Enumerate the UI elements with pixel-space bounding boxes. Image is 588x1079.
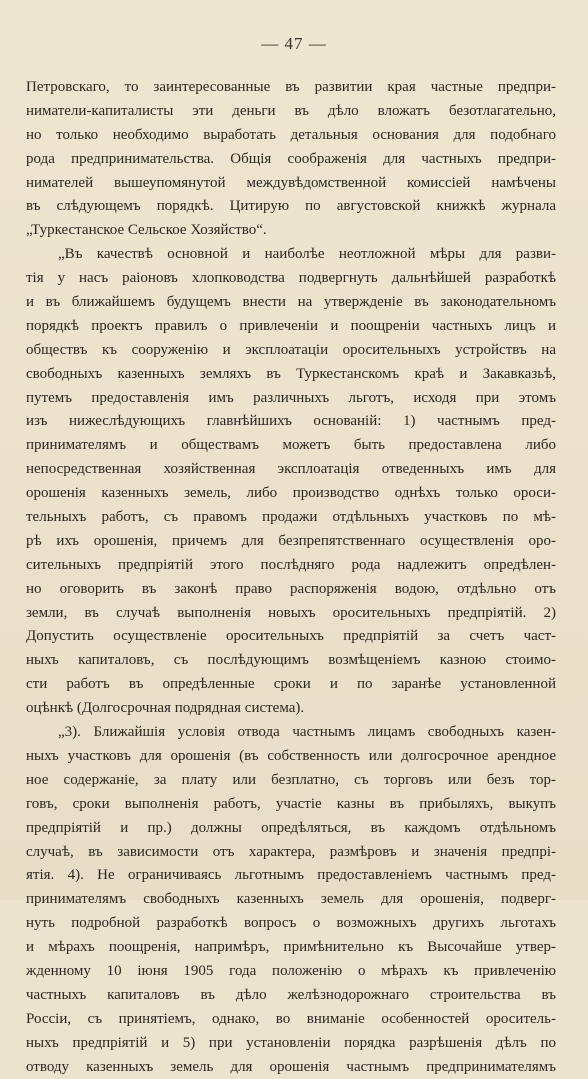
text-line: принимателямъ свободныхъ казенныхъ земель для орошенія, подверг- [26,891,556,908]
text-line: сительныхъ предпріятій этого послѣдняго рода надлежитъ опредѣлен- [26,556,556,573]
text-line: ныхъ участковъ для орошенія (въ собственность или долгосрочное арендное [26,747,556,764]
text-line: предпріятій и пр.) должны опредѣляться, въ каждомъ отдѣльномъ [26,819,556,836]
text-line: но только необходимо выработать детальныя основания для подобнаго [26,126,556,143]
text-line: и мѣрахъ поощренія, напримѣръ, примѣнительно къ Высочайше утвер- [26,939,556,956]
text-line: тельныхъ работъ, съ правомъ продажи отдѣльныхъ участковъ по мѣ- [26,509,556,526]
text-line: въ слѣдующемъ порядкѣ. Цитирую по августовской книжкѣ журнала [26,198,556,215]
text-line: обществъ къ сооруженію и эксплоатаціи оросительныхъ устройствъ на [26,341,556,358]
text-line: Допустить осуществленіе оросительныхъ предпріятій за счетъ част- [26,628,556,645]
text-line: свободныхъ казенныхъ земляхъ въ Туркестанскомъ краѣ и Закавказьѣ, [26,365,556,382]
text-line: частныхъ капиталовъ въ дѣло желѣзнодорожнаго строительства въ [26,986,556,1003]
text-line: тія у насъ раіоновъ хлопководства подвергнуть дальнѣйшей разработкѣ [26,270,556,287]
text-line: рѣ ихъ орошенія, причемъ для безпрепятственнаго осуществленія оро- [26,532,556,549]
text-line: ныхъ предпріятій и 5) при установленіи порядка разрѣшенія дѣлъ по [26,1034,556,1051]
text-line: путемъ предоставленія имъ различныхъ льготъ, исходя при этомъ [26,389,556,406]
text-line: ное содержаніе, за плату или безплатно, съ торговъ или безъ тор- [26,771,556,788]
text-line: принимателямъ и обществамъ можетъ быть предоставлена либо [26,437,556,454]
text-line: нимателей вышеупомянутой междувѣдомственной комиссіей намѣчены [26,174,556,191]
text-line: орошенія казенныхъ земель, либо производство однѣхъ только ороси- [26,485,556,502]
text-line: „3). Ближайшія условія отвода частнымъ лицамъ свободныхъ казен- [58,724,556,741]
body-text [26,76,556,1079]
text-line: непосредственная хозяйственная эксплоатація отведенныхъ имъ для [26,461,556,478]
text-line: отводу казенныхъ земель для орошенія частнымъ предпринимателямъ [26,1058,556,1075]
text-line: и въ ближайшемъ будущемъ внести на утвержденіе въ законодательномъ [26,294,556,311]
text-line: сти работъ въ опредѣленные сроки и по заранѣе установленной [26,676,556,693]
text-line: Петровскаго, то заинтересованные въ развитии края частные предпри- [26,79,556,95]
text-line: „Туркестанское Сельское Хозяйство“. [26,222,267,239]
text-line: земли, въ случаѣ выполненія новыхъ оросительныхъ предпріятій. 2) [26,604,556,621]
text-line: но оговорить въ законѣ право распоряженія водою, отдѣльно отъ [26,580,556,597]
text-line: случаѣ, въ зависимости отъ характера, размѣровъ и значенія предпрі- [26,843,556,860]
text-line: ятія. 4). Не ограничиваясь льготнымъ предоставленіемъ частнымъ пред- [26,867,556,884]
text-line: ниматели-капиталисты эти деньги въ дѣло вложатъ безотлагательно, [26,102,556,119]
text-line: Россіи, съ принятіемъ, однако, во вниманіе особенностей ороситель- [26,1010,556,1027]
text-line: „Въ качествѣ основной и наиболѣе неотложной мѣры для разви- [58,246,556,263]
text-line: оцѣнкѣ (Долгосрочная подрядная система). [26,700,305,717]
text-line: ныхъ капиталовъ, съ послѣдующимъ возмѣщеніемъ казною стоимо- [26,652,556,669]
text-line: рода предпринимательства. Общія соображенія для частныхъ предпри- [26,150,556,167]
text-line: порядкѣ проектъ правилъ о привлеченіи и поощреніи частныхъ лицъ и [26,317,556,334]
text-line: нуть подробной разработкѣ вопросъ о возможныхъ другихъ льготахъ [26,915,556,932]
text-line: жденному 10 іюня 1905 года положенію о мѣрахъ къ привлеченію [26,962,556,979]
text-line: изъ нижеслѣдующихъ главнѣйшихъ основаній: 1) частнымъ пред- [26,413,556,430]
page-number: — 47 — [261,34,327,53]
text-line: говъ, сроки выполненія работъ, участіе казны въ прибыляхъ, выкупъ [26,795,556,812]
